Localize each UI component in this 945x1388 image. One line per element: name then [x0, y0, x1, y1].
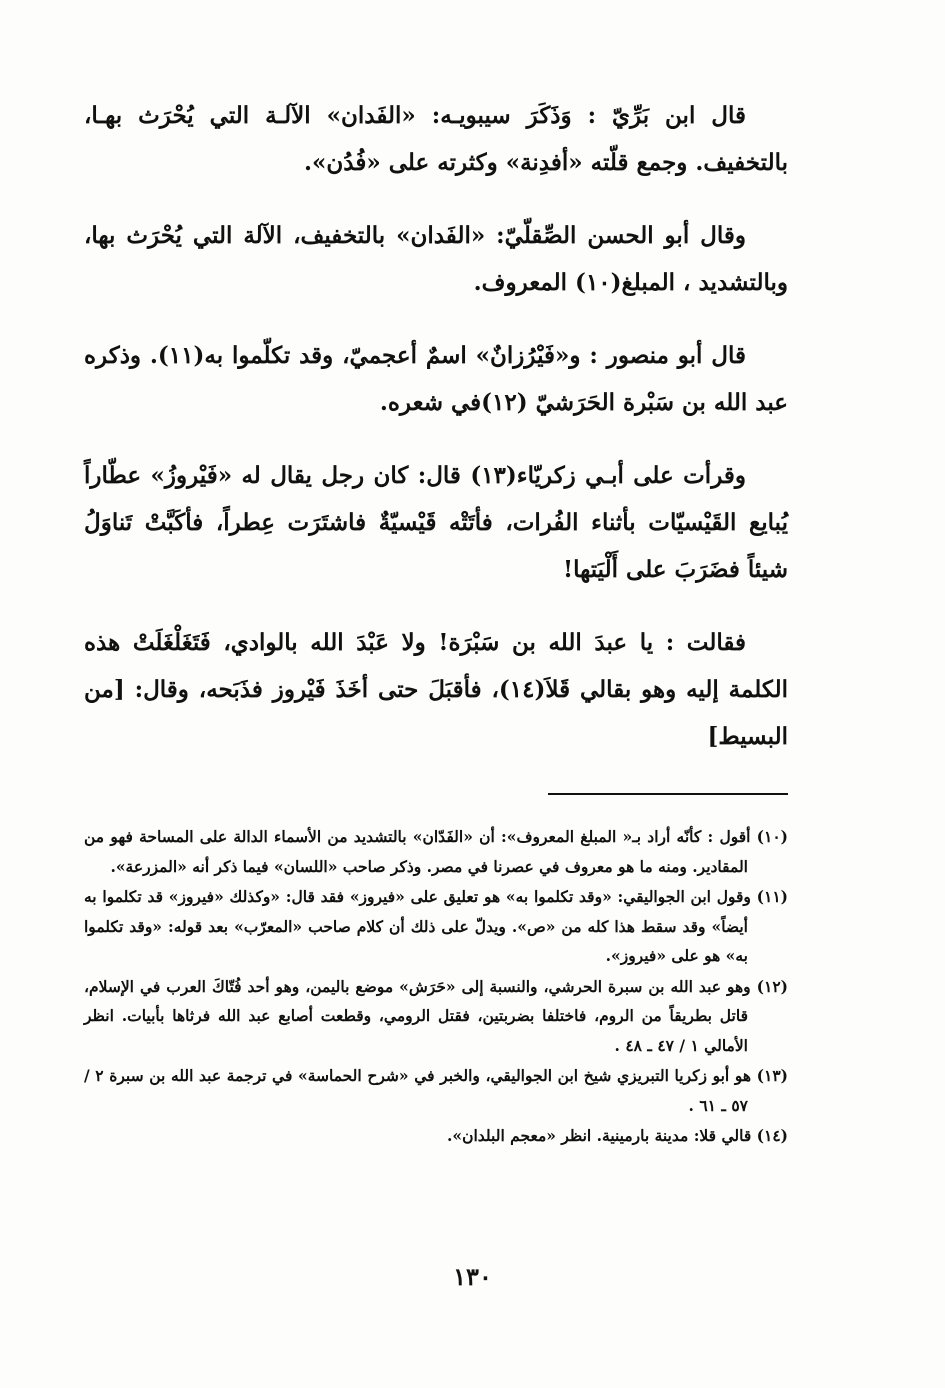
paragraph-1: قال ابن بَرِّيّ : وَذَكَرَ سيبويـه: «الفَدان» الآلـة التي يُحْرَث بهـا، بالتخفيف. وجمع قلّته «أفدِنة» وكثرته على «فُدُن». [84, 102, 788, 176]
footnote-separator [548, 793, 788, 795]
page-number: ١٣٠ [453, 1262, 492, 1291]
footnotes [84, 822, 788, 1152]
paragraph-3: قال أبو منصور : و«فَيْرُزانٌ» اسمٌ أعجميّ، وقد تكلّموا به(١١). وذكره عبد الله بن سَبْرة الحَرَشيّ (١٢)في شعره. [84, 342, 788, 416]
main-text [84, 92, 788, 786]
paragraph-4: وقرأت على أبـي زكريّاء(١٣) قال: كان رجل يقال له «فَيْروزُ» عطّاراً يُبايع القَيْسيّات بأثناء الفُرات، فأتَتْه قَيْسيّةٌ فاشتَرَت عِطراً، فأكَبَّتْ تَناوَلُ شيئاً فضَرَبَ على أَلْيَتها! [84, 462, 788, 583]
footnote-11: (١١) وقول ابن الجواليقي: «وقد تكلموا به» هو تعليق على «فيروز» فقد قال: «وكذلك «فيروز» قد تكلموا به أيضاً» وقد سقط هذا كله من «ص». ويدلّ على ذلك أن كلام صاحب «المعرّب» بعد قوله: «وقد تكلموا به» هو على «فيروز». [84, 887, 788, 965]
footnote-12: (١٢) وهو عبد الله بن سبرة الحرشي، والنسبة إلى «حَرَش» موضع باليمن، وهو أحد فُتّاكَ العرب في الإسلام، قاتل بطريقاً من الروم، فاختلفا بضربتين، فقتل الرومي، وقطعت أصابع عبد الله فرثاها بأبيات. انظر الأمالي ١ / ٤٧ ـ ٤٨ . [84, 976, 788, 1055]
paragraph-5: فقالت : يا عبدَ الله بن سَبْرَة! ولا عَبْدَ الله بالوادي، فَتَغَلْغَلَتْ هذه الكلمة إليه وهو بقالي قَلاَ(١٤)، فأقبَلَ حتى أخَذَ فَيْروز فذَبَحه، وقال: [من البسيط] [84, 629, 789, 750]
paragraph-2: وقال أبو الحسن الصِّقلّيّ: «الفَدان» بالتخفيف، الآلة التي يُحْرَث بها، وبالتشديد ، المبلغ(١٠) المعروف. [84, 222, 788, 296]
footnote-14: (١٤) قالي قلا: مدينة بارمينية. انظر «معجم البلدان». [447, 1126, 788, 1145]
footnote-13: (١٣) هو أبو زكريا التبريزي شيخ ابن الجواليقي، والخبر في «شرح الحماسة» في ترجمة عبد الله بن سبرة ٢ / ٥٧ ـ ٦١ . [84, 1066, 789, 1115]
footnote-10: (١٠) أقول : كأنّه أراد بـ« المبلغ المعروف»: أن «الفَدّان» بالتشديد من الأسماء الدالة على المساحة فهو من المقادير. ومنه ما هو معروف في عصرنا في مصر. وذكر صاحب «اللسان» فيما ذكر أنه «المزرعة». [84, 827, 788, 876]
